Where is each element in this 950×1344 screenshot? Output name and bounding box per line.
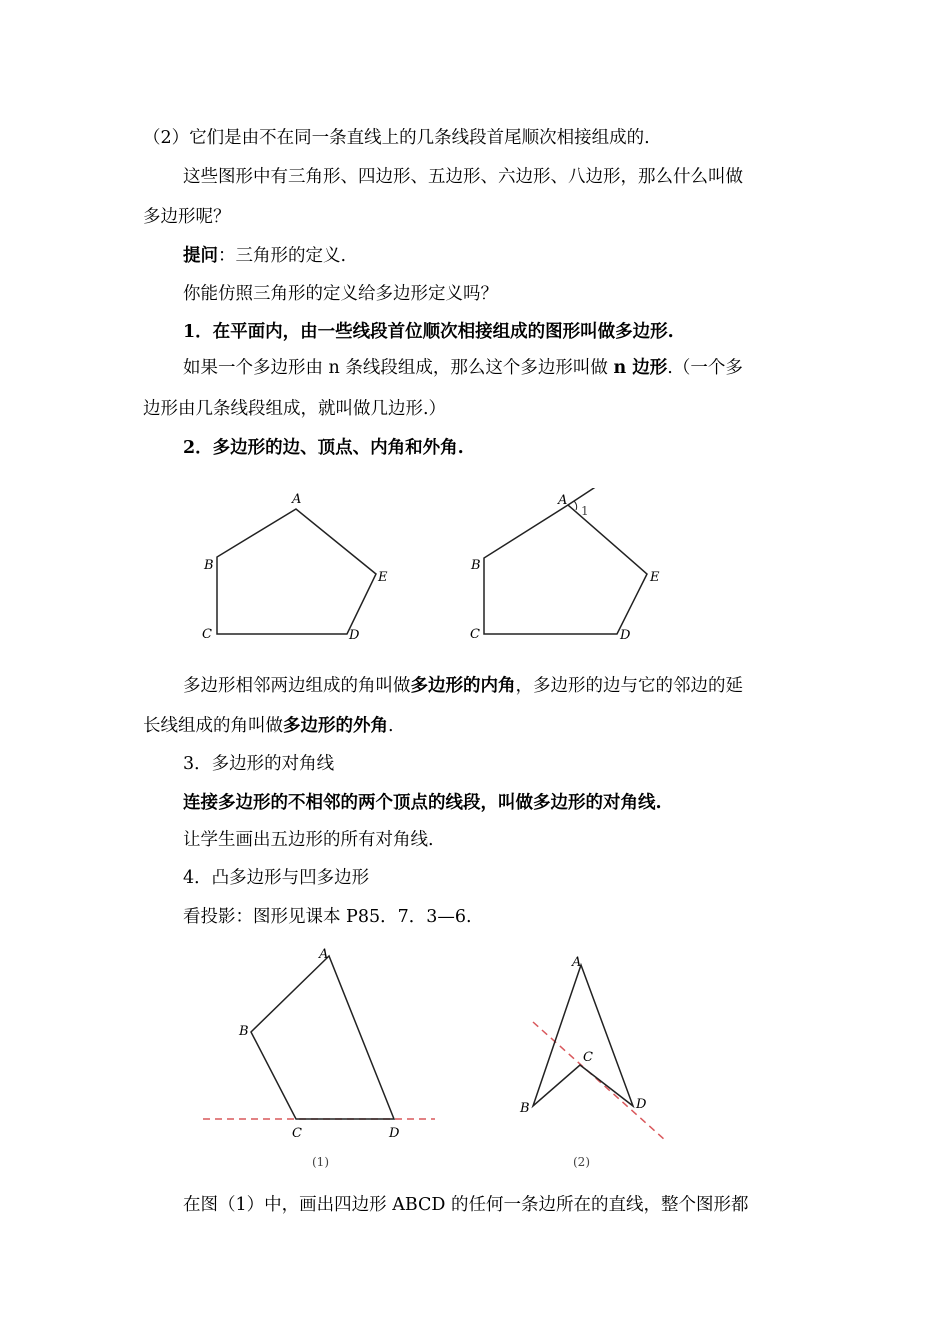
extension-line (568, 488, 600, 505)
quad-convex-label-a: A (319, 947, 329, 962)
quadrilateral-figures (195, 940, 685, 1180)
pentagon-left-label-e: E (378, 570, 388, 585)
exterior-text-1: 长线组成的角叫做 (143, 716, 283, 736)
pentagon-left-label-c: C (202, 627, 212, 642)
paragraph-question (183, 245, 346, 267)
interior-text-1: 多边形相邻两边组成的角叫做 (183, 676, 411, 696)
pentagon-right-label-c: C (470, 627, 480, 642)
heading-diagonal: 3．多边形的对角线 (183, 754, 335, 774)
angle-1-label: 1 (581, 504, 589, 518)
quad-convex-label-d: D (389, 1126, 400, 1141)
quad-concave-label-a: A (572, 955, 582, 970)
heading-parts: 2．多边形的边、顶点、内角和外角. (183, 438, 464, 458)
pentagon-right-label-b: B (471, 558, 481, 573)
dashed-line-cd-concave (533, 1022, 665, 1140)
n-gon-text-1: 如果一个多边形由 n 条线段组成，那么这个多边形叫做 (183, 358, 614, 378)
paragraph-2-line-1: 这些图形中有三角形、四边形、五边形、六边形、八边形，那么什么叫做 (183, 167, 743, 187)
quad-concave-label-c: C (583, 1050, 593, 1065)
quad-convex (203, 947, 435, 1169)
definition-polygon: 1．在平面内，由一些线段首位顺次相接组成的图形叫做多边形. (183, 322, 674, 342)
quad-concave-label-b: B (520, 1101, 530, 1116)
exterior-text-2: . (388, 716, 394, 736)
pentagon-right-shape (484, 505, 647, 634)
quad-concave-caption: (2) (573, 1155, 590, 1169)
paragraph-draw-diagonals: 让学生画出五边形的所有对角线. (183, 830, 434, 850)
paragraph-n-gon-line-2: 边形由几条线段组成，就叫做几边形.） (143, 399, 447, 419)
pentagon-left-label-d: D (349, 628, 360, 643)
paragraph-interior-line-2 (143, 715, 394, 737)
pentagon-right-label-d: D (620, 628, 631, 643)
paragraph-1: （2）它们是由不在同一条直线上的几条线段首尾顺次相接组成的. (143, 128, 650, 148)
question-text: ：三角形的定义. (218, 246, 347, 266)
heading-convex-concave: 4．凸多边形与凹多边形 (183, 868, 370, 888)
quad-convex-shape (251, 956, 394, 1119)
n-gon-text-2: .（一个多 (667, 358, 743, 378)
n-gon-bold: n 边形 (613, 358, 668, 378)
paragraph-2-line-2: 多边形呢？ (143, 207, 231, 227)
pentagon-left-label-b: B (204, 558, 214, 573)
pentagon-figures (180, 488, 700, 648)
pentagon-left-label-a: A (292, 492, 302, 507)
paragraph-n-gon-line-1 (183, 357, 743, 379)
quad-concave (519, 955, 665, 1169)
exterior-angle-arc (574, 501, 577, 510)
question-label: 提问 (183, 246, 218, 266)
quad-convex-caption: (1) (312, 1155, 329, 1169)
pentagon-right-label-e: E (650, 570, 660, 585)
interior-bold: 多边形的内角 (410, 676, 516, 696)
exterior-bold: 多边形的外角 (283, 716, 388, 736)
quad-concave-label-d: D (636, 1097, 647, 1112)
paragraph-figure-1: 在图（1）中，画出四边形 ABCD 的任何一条边所在的直线，整个图形都 (183, 1195, 749, 1215)
definition-diagonal: 连接多边形的不相邻的两个顶点的线段，叫做多边形的对角线. (183, 793, 662, 813)
paragraph-projection: 看投影：图形见课本 P85．7．3—6. (183, 907, 472, 927)
paragraph-interior-line-1 (183, 675, 743, 697)
quad-convex-label-c: C (292, 1126, 302, 1141)
quad-convex-label-b: B (239, 1024, 249, 1039)
paragraph-4: 你能仿照三角形的定义给多边形定义吗？ (183, 284, 498, 304)
pentagon-right-label-a: A (558, 493, 568, 508)
quad-concave-shape (533, 965, 633, 1106)
pentagon-left-shape (217, 509, 376, 634)
pentagon-left (202, 492, 388, 643)
interior-text-2: ，多边形的边与它的邻边的延 (515, 676, 743, 696)
pentagon-right (470, 488, 660, 643)
